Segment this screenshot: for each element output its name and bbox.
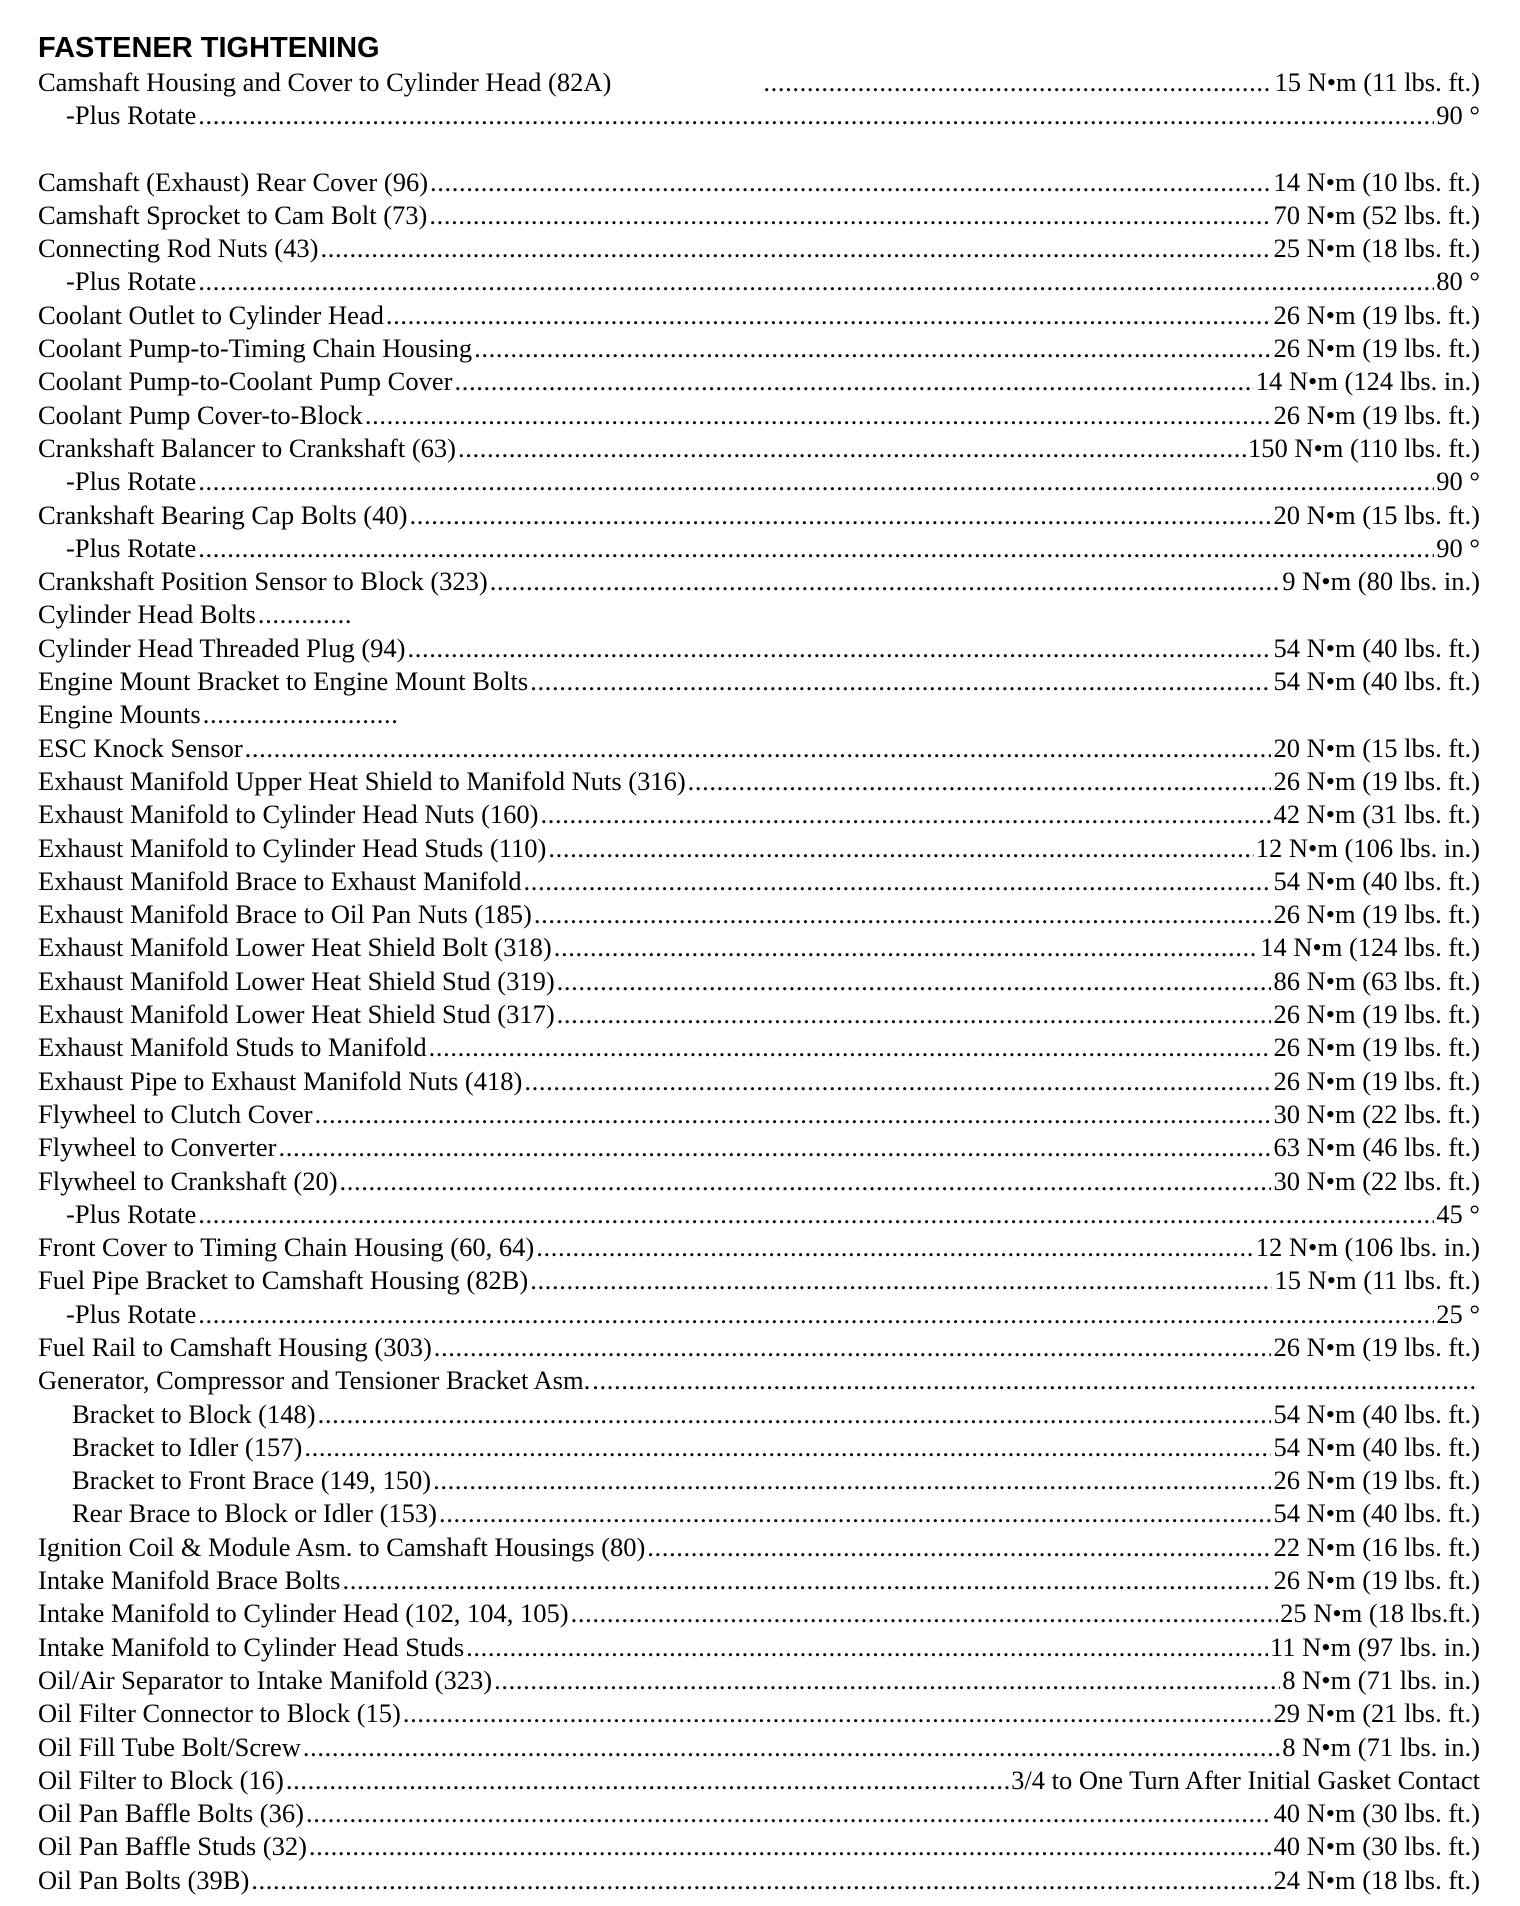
spec-label: Exhaust Manifold Lower Heat Shield Bolt (318) <box>38 932 552 963</box>
spec-label: Bracket to Front Brace (149, 150) <box>72 1465 432 1496</box>
spec-row <box>38 1364 1480 1397</box>
spec-value: 25 N•m (18 lbs. ft.) <box>1273 233 1480 264</box>
spec-value: 54 N•m (40 lbs. ft.) <box>1273 666 1480 697</box>
spec-value: 8 N•m (71 lbs. in.) <box>1282 1664 1480 1695</box>
spec-row <box>38 1764 1480 1797</box>
spec-value: 8 N•m (71 lbs. in.) <box>1282 1731 1480 1762</box>
spec-value: 14 N•m (124 lbs. ft.) <box>1260 932 1480 963</box>
spec-row <box>38 199 1480 232</box>
spec-value: 63 N•m (46 lbs. ft.) <box>1273 1132 1480 1163</box>
spec-value: 54 N•m (40 lbs. ft.) <box>1273 1398 1480 1429</box>
spec-label: Camshaft (Exhaust) Rear Cover (96) <box>38 166 429 197</box>
spec-value: 150 N•m (110 lbs. ft.) <box>1247 432 1480 463</box>
leader-dots <box>571 1597 1278 1630</box>
page-title: FASTENER TIGHTENING <box>38 32 380 64</box>
leader-dots <box>203 698 398 731</box>
leader-dots <box>466 1631 1268 1664</box>
spec-row <box>38 399 1480 432</box>
blank-row <box>38 133 1480 166</box>
spec-row <box>38 965 1480 998</box>
spec-row <box>38 1664 1480 1697</box>
spec-label: Intake Manifold to Cylinder Head (102, 104, 105) <box>38 1598 569 1629</box>
spec-label: Bracket to Idler (157) <box>72 1431 303 1462</box>
spec-value: 9 N•m (80 lbs. in.) <box>1282 566 1480 597</box>
leader-dots <box>763 66 1272 99</box>
spec-row <box>38 665 1480 698</box>
leader-dots <box>524 865 1272 898</box>
spec-row <box>38 1464 1480 1497</box>
spec-row <box>38 1697 1480 1730</box>
spec-label: Front Cover to Timing Chain Housing (60, 64) <box>38 1232 535 1263</box>
spec-label: Cylinder Head Threaded Plug (94) <box>38 632 406 663</box>
spec-value: 26 N•m (19 lbs. ft.) <box>1273 299 1480 330</box>
spec-row <box>38 732 1480 765</box>
spec-label: Coolant Pump-to-Timing Chain Housing <box>38 333 473 364</box>
spec-value: 54 N•m (40 lbs. ft.) <box>1273 1498 1480 1529</box>
leader-dots <box>548 832 1253 865</box>
spec-label: Connecting Rod Nuts (43) <box>38 233 319 264</box>
leader-dots <box>198 532 1434 565</box>
spec-value: 86 N•m (63 lbs. ft.) <box>1273 965 1480 996</box>
spec-row <box>38 432 1480 465</box>
leader-dots <box>198 465 1434 498</box>
spec-row <box>38 632 1480 665</box>
spec-value: 26 N•m (19 lbs. ft.) <box>1273 1065 1480 1096</box>
spec-label: Exhaust Manifold Brace to Exhaust Manifold <box>38 865 522 896</box>
leader-dots <box>536 1231 1254 1264</box>
spec-label: Oil Filter Connector to Block (15) <box>38 1698 401 1729</box>
leader-dots <box>198 265 1434 298</box>
spec-row <box>38 1065 1480 1098</box>
leader-dots <box>198 1298 1434 1331</box>
spec-row <box>38 1431 1480 1464</box>
spec-row <box>38 1731 1480 1764</box>
spec-value: 29 N•m (21 lbs. ft.) <box>1273 1698 1480 1729</box>
spec-label: Exhaust Manifold Studs to Manifold <box>38 1032 427 1063</box>
leader-dots <box>540 798 1271 831</box>
leader-dots <box>245 732 1272 765</box>
spec-row <box>38 1298 1480 1331</box>
spec-value: 14 N•m (124 lbs. in.) <box>1255 366 1480 397</box>
spec-row <box>38 1231 1480 1264</box>
spec-value: 26 N•m (19 lbs. ft.) <box>1273 333 1480 364</box>
spec-label: Oil Fill Tube Bolt/Screw <box>38 1731 301 1762</box>
leader-dots <box>286 1764 1009 1797</box>
spec-label: -Plus Rotate <box>66 100 197 131</box>
leader-dots <box>430 166 1271 199</box>
spec-value: 14 N•m (10 lbs. ft.) <box>1273 166 1480 197</box>
spec-label: Camshaft Sprocket to Cam Bolt (73) <box>38 199 428 230</box>
leader-dots <box>688 765 1272 798</box>
spec-row <box>38 998 1480 1031</box>
spec-value: 54 N•m (40 lbs. ft.) <box>1273 865 1480 896</box>
spec-value: 90 ° <box>1436 466 1480 497</box>
spec-row <box>38 1098 1480 1131</box>
spec-label: Ignition Coil & Module Asm. to Camshaft Housings (80) <box>38 1531 646 1562</box>
spec-value: 15 N•m (11 lbs. ft.) <box>1274 67 1480 97</box>
spec-row <box>38 765 1480 798</box>
spec-label: Intake Manifold to Cylinder Head Studs <box>38 1631 465 1662</box>
leader-dots <box>490 565 1281 598</box>
spec-value: 30 N•m (22 lbs. ft.) <box>1273 1098 1480 1129</box>
spec-value: 26 N•m (19 lbs. ft.) <box>1273 765 1480 796</box>
spec-label: Exhaust Manifold to Cylinder Head Nuts (160) <box>38 799 539 830</box>
leader-dots <box>530 665 1271 698</box>
leader-dots <box>494 1664 1280 1697</box>
spec-row <box>38 1564 1480 1597</box>
leader-dots <box>403 1697 1272 1730</box>
spec-label: Exhaust Manifold Upper Heat Shield to Manifold Nuts (316) <box>38 765 686 796</box>
spec-value: 45 ° <box>1436 1198 1480 1229</box>
spec-label: Generator, Compressor and Tensioner Bracket Asm. <box>38 1365 591 1396</box>
spec-value: 26 N•m (19 lbs. ft.) <box>1273 1331 1480 1362</box>
spec-label: Intake Manifold Brace Bolts <box>38 1565 341 1596</box>
torque-spec-list <box>38 66 1480 1897</box>
spec-label: Flywheel to Clutch Cover <box>38 1098 313 1129</box>
leader-dots <box>557 965 1272 998</box>
spec-label: Exhaust Manifold Lower Heat Shield Stud (317) <box>38 999 555 1030</box>
spec-row <box>38 299 1480 332</box>
spec-row <box>38 365 1480 398</box>
spec-label: -Plus Rotate <box>66 466 197 497</box>
leader-dots <box>309 1830 1272 1863</box>
spec-value: 80 ° <box>1436 266 1480 297</box>
spec-value: 26 N•m (19 lbs. ft.) <box>1273 1032 1480 1063</box>
spec-row <box>38 1031 1480 1064</box>
spec-row <box>38 1131 1480 1164</box>
leader-dots <box>303 1731 1280 1764</box>
spec-row <box>38 166 1480 199</box>
spec-value: 3/4 to One Turn After Initial Gasket Contact <box>1011 1764 1480 1795</box>
leader-dots <box>258 598 353 631</box>
spec-label: Exhaust Pipe to Exhaust Manifold Nuts (418) <box>38 1065 523 1096</box>
spec-label: Engine Mount Bracket to Engine Mount Bolts <box>38 666 529 697</box>
spec-label: Flywheel to Converter <box>38 1132 277 1163</box>
spec-label: Rear Brace to Block or Idler (153) <box>72 1498 437 1529</box>
spec-label: Oil Pan Baffle Studs (32) <box>38 1831 307 1862</box>
spec-row <box>38 832 1480 865</box>
spec-label: Engine Mounts <box>38 699 201 730</box>
spec-value: 90 ° <box>1436 532 1480 563</box>
spec-value: 12 N•m (106 lbs. in.) <box>1255 832 1480 863</box>
spec-value: 26 N•m (19 lbs. ft.) <box>1273 399 1480 430</box>
spec-value: 25 ° <box>1436 1298 1480 1329</box>
spec-label: Exhaust Manifold Lower Heat Shield Stud (319) <box>38 965 555 996</box>
leader-dots <box>409 499 1271 532</box>
spec-row <box>38 931 1480 964</box>
leader-dots <box>315 1098 1272 1131</box>
spec-row <box>38 698 1480 731</box>
leader-dots <box>340 1165 1272 1198</box>
spec-label: Fuel Rail to Camshaft Housing (303) <box>38 1331 432 1362</box>
leader-dots <box>278 1131 1271 1164</box>
leader-dots <box>524 1065 1271 1098</box>
spec-value: 26 N•m (19 lbs. ft.) <box>1273 999 1480 1030</box>
spec-value: 30 N•m (22 lbs. ft.) <box>1273 1165 1480 1196</box>
spec-value: 90 ° <box>1436 100 1480 131</box>
spec-value: 40 N•m (30 lbs. ft.) <box>1273 1798 1480 1829</box>
spec-row <box>38 1631 1480 1664</box>
spec-label: Crankshaft Position Sensor to Block (323) <box>38 566 488 597</box>
leader-dots <box>318 1398 1272 1431</box>
leader-dots <box>342 1564 1271 1597</box>
spec-value: 24 N•m (18 lbs. ft.) <box>1273 1864 1480 1895</box>
leader-dots <box>458 432 1246 465</box>
leader-dots <box>429 1031 1272 1064</box>
spec-value: 25 N•m (18 lbs.ft.) <box>1280 1598 1480 1629</box>
leader-dots <box>407 632 1271 665</box>
spec-label: Exhaust Manifold Brace to Oil Pan Nuts (185) <box>38 899 532 930</box>
spec-label: Oil Pan Baffle Bolts (36) <box>38 1798 304 1829</box>
spec-label: -Plus Rotate <box>66 1198 197 1229</box>
spec-row <box>38 66 1480 99</box>
leader-dots <box>365 399 1272 432</box>
leader-dots <box>434 1331 1272 1364</box>
spec-row <box>38 499 1480 532</box>
spec-label: Coolant Pump-to-Coolant Pump Cover <box>38 366 453 397</box>
leader-dots <box>554 931 1258 964</box>
leader-dots <box>306 1797 1271 1830</box>
spec-row <box>38 232 1480 265</box>
spec-value: 40 N•m (30 lbs. ft.) <box>1273 1831 1480 1862</box>
spec-label: Oil/Air Separator to Intake Manifold (323) <box>38 1664 493 1695</box>
spec-value: 70 N•m (52 lbs. ft.) <box>1273 199 1480 230</box>
spec-row <box>38 1830 1480 1863</box>
leader-dots <box>304 1431 1271 1464</box>
leader-dots <box>429 199 1271 232</box>
spec-row <box>38 865 1480 898</box>
spec-label: Camshaft Housing and Cover to Cylinder Head (82A) <box>38 67 612 97</box>
spec-row <box>38 1597 1480 1630</box>
leader-dots <box>198 1198 1434 1231</box>
document-page <box>38 30 1480 1897</box>
leader-dots <box>474 332 1271 365</box>
leader-dots <box>557 998 1272 1031</box>
spec-label: -Plus Rotate <box>66 532 197 563</box>
spec-row <box>38 1331 1480 1364</box>
spec-label: ESC Knock Sensor <box>38 732 243 763</box>
spec-row <box>38 798 1480 831</box>
spec-label: Bracket to Block (148) <box>72 1398 316 1429</box>
spec-value: 22 N•m (16 lbs. ft.) <box>1273 1531 1480 1562</box>
spec-row <box>38 1165 1480 1198</box>
spec-row <box>38 532 1480 565</box>
spec-value: 54 N•m (40 lbs. ft.) <box>1273 1431 1480 1462</box>
spec-row <box>38 898 1480 931</box>
spec-value: 26 N•m (19 lbs. ft.) <box>1273 1465 1480 1496</box>
spec-value: 20 N•m (15 lbs. ft.) <box>1273 732 1480 763</box>
leader-dots <box>433 1464 1271 1497</box>
spec-row <box>38 598 1480 631</box>
spec-label: Crankshaft Balancer to Crankshaft (63) <box>38 432 456 463</box>
leader-dots <box>439 1497 1271 1530</box>
spec-label: -Plus Rotate <box>66 266 197 297</box>
spec-value: 20 N•m (15 lbs. ft.) <box>1273 499 1480 530</box>
spec-value: 26 N•m (19 lbs. ft.) <box>1273 1565 1480 1596</box>
spec-label: Crankshaft Bearing Cap Bolts (40) <box>38 499 408 530</box>
leader-dots <box>534 898 1272 931</box>
spec-value: 26 N•m (19 lbs. ft.) <box>1273 899 1480 930</box>
spec-row <box>38 1531 1480 1564</box>
spec-value: 12 N•m (106 lbs. in.) <box>1255 1232 1480 1263</box>
spec-label: -Plus Rotate <box>66 1298 197 1329</box>
leader-dots <box>592 1364 1478 1397</box>
leader-dots <box>251 1864 1271 1897</box>
spec-label: Cylinder Head Bolts <box>38 599 256 630</box>
spec-row <box>38 1864 1480 1897</box>
spec-row <box>38 1797 1480 1830</box>
leader-dots <box>320 232 1271 265</box>
spec-label: Coolant Pump Cover-to-Block <box>38 399 363 430</box>
spec-row <box>38 265 1480 298</box>
spec-row <box>38 565 1480 598</box>
leader-dots <box>198 99 1434 132</box>
spec-row <box>38 1264 1480 1297</box>
spec-value: 11 N•m (97 lbs. in.) <box>1270 1631 1480 1662</box>
spec-label: Oil Pan Bolts (39B) <box>38 1864 250 1895</box>
leader-dots <box>647 1531 1271 1564</box>
spec-label: Oil Filter to Block (16) <box>38 1764 284 1795</box>
spec-value: 15 N•m (11 lbs. ft.) <box>1274 1265 1480 1296</box>
spec-label: Exhaust Manifold to Cylinder Head Studs (110) <box>38 832 547 863</box>
spec-label: Coolant Outlet to Cylinder Head <box>38 299 384 330</box>
leader-dots <box>386 299 1272 332</box>
spec-value: 54 N•m (40 lbs. ft.) <box>1273 632 1480 663</box>
spec-label: Flywheel to Crankshaft (20) <box>38 1165 338 1196</box>
spec-row <box>38 332 1480 365</box>
spec-row <box>38 1497 1480 1530</box>
spec-row <box>38 1398 1480 1431</box>
spec-row <box>38 465 1480 498</box>
spec-value: 42 N•m (31 lbs. ft.) <box>1273 799 1480 830</box>
spec-label: Fuel Pipe Bracket to Camshaft Housing (82B) <box>38 1265 529 1296</box>
spec-row <box>38 1198 1480 1231</box>
spec-row <box>38 99 1480 132</box>
leader-dots <box>454 365 1253 398</box>
leader-dots <box>530 1264 1272 1297</box>
